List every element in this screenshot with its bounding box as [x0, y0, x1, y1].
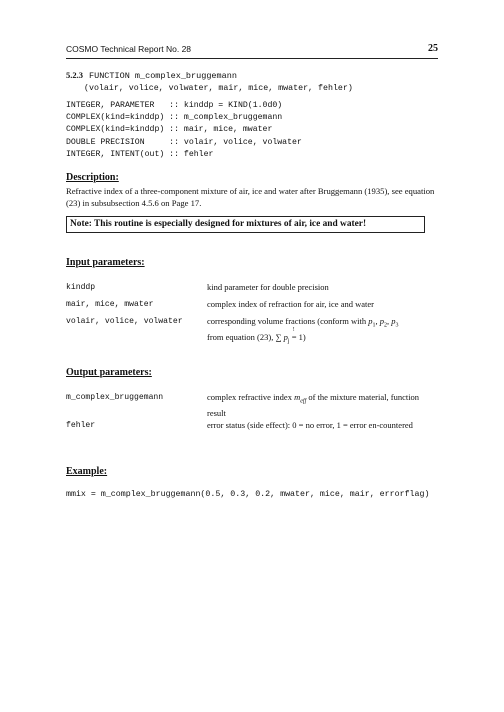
example-heading: Example: — [66, 466, 108, 477]
param-name: kinddp — [66, 283, 96, 292]
param-desc: complex index of refraction for air, ice and water — [207, 299, 374, 309]
page-header — [66, 44, 438, 58]
declaration-line: INTEGER, PARAMETER :: kinddp = KIND(1.0d0) — [66, 101, 283, 110]
param-name: volair, volice, volwater — [66, 317, 183, 326]
note-box: Note: This routine is especially designed for mixtures of air, ice and water! — [66, 216, 425, 233]
declaration-line: COMPLEX(kind=kinddp) :: mair, mice, mwater — [66, 125, 273, 135]
param-name: mair, mice, mwater — [66, 300, 154, 309]
page-number: 25 — [428, 43, 438, 54]
declaration-line: COMPLEX(kind=kinddp) :: m_complex_bruggemann — [66, 113, 283, 123]
report-title: COSMO Technical Report No. 28 — [66, 44, 192, 54]
param-desc: error status (side effect): 0 = no error, 1 = error en-countered — [207, 420, 413, 430]
section-heading — [66, 69, 237, 83]
function-signature: (volair, volice, volwater, mair, mice, mwater, fehler) — [84, 84, 353, 93]
param-desc: complex refractive index $m_{eff}$ of the mixture material, function result — [207, 392, 420, 419]
param-name: m_complex_bruggemann — [66, 393, 164, 402]
declarations-block — [66, 100, 302, 161]
sum-symbol: ∑ — [275, 332, 282, 343]
description-text: Refractive index of a three-component mixture of air, ice and water after Bruggemann (1935), see equation (23) in subsubsection 4.5.6 on Page 17. — [66, 186, 435, 208]
input-params-heading: Input parameters: — [66, 257, 145, 268]
example-code: mmix = m_complex_bruggemann(0.5, 0.3, 0.2, mwater, mice, mair, errorflag) — [66, 490, 430, 499]
section-number: 5.2.3 — [66, 70, 83, 80]
param-name: fehler — [66, 421, 96, 430]
declaration-line: INTEGER, INTENT(out) :: fehler — [66, 149, 214, 159]
header-rule — [66, 58, 438, 59]
param-desc: kind parameter for double precision — [207, 282, 329, 292]
declaration-line: DOUBLE PRECISION :: volair, volice, volwater — [66, 137, 302, 147]
param-desc: corresponding volume fractions (conform with $p_1$, $p_2$, $p_3$ from equation (23), ∑ $p_j$ ! = 1) — [207, 316, 399, 345]
description-heading: Description: — [66, 172, 119, 183]
output-params-heading: Output parameters: — [66, 367, 152, 378]
function-heading: FUNCTION m_complex_bruggemann — [89, 71, 237, 81]
